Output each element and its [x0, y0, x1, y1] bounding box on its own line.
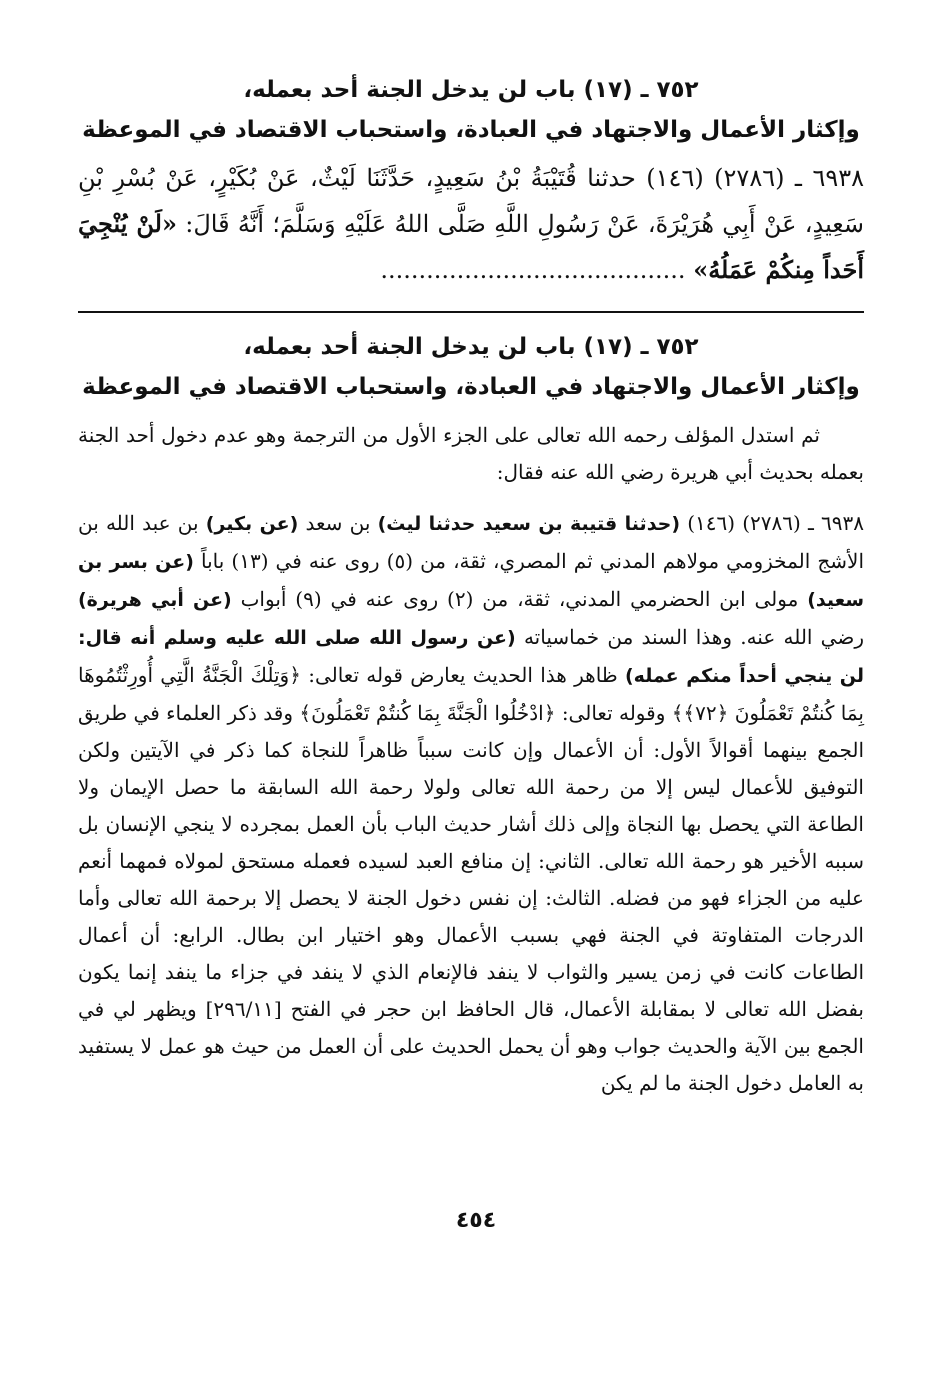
section-divider [78, 311, 864, 313]
narrator-abu-hurayrah: (عن أبي هريرة) [78, 589, 232, 611]
narrator-qutaybah: (حدثنا قتيبة بن سعيد حدثنا ليث) [377, 513, 681, 535]
hadith-text: «لَنْ يُنْجِيَ أَحَداً مِنكُمْ عَمَلُهُ» [78, 209, 864, 284]
chapter-heading-line-1: ٧٥٢ ـ (١٧) باب لن يدخل الجنة أحد بعمله، [243, 77, 699, 103]
commentary-section [78, 327, 864, 1102]
commentary-heading-line-2: وإكثار الأعمال والاجتهاد في العبادة، واستحباب الاقتصاد في الموعظة [82, 374, 860, 400]
book-page [78, 70, 864, 1330]
hadith-number: ٦٩٣٨ ـ (٢٧٨٦) (١٤٦) [680, 511, 864, 535]
hadith-dots: ........................................ [380, 256, 694, 284]
commentary-heading-line-1: ٧٥٢ ـ (١٧) باب لن يدخل الجنة أحد بعمله، [243, 334, 699, 360]
page-number: ٤٥٤ [455, 1208, 497, 1233]
chapter-heading-line-2: وإكثار الأعمال والاجتهاد في العبادة، واستحباب الاقتصاد في الموعظة [82, 117, 860, 143]
hadith-matn [78, 156, 864, 293]
commentary-text-5: ظاهر هذا الحديث يعارض قوله تعالى: ﴿وَتِلْكَ الْجَنَّةُ الَّتِي أُورِثْتُمُوهَا بِمَا كُنتُمْ تَعْمَلُونَ ﴿٧٢﴾﴾ وقوله تعالى: ﴿ادْخُلُوا الْجَنَّةَ بِمَا كُنتُمْ تَعْمَلُونَ﴾ وقد ذكر العلماء في طريق الجمع بينهما أقوالاً الأول: أن الأعمال وإن كانت سبباً ظاهراً للنجاة كما ذكر في الآيتين ولكن التوفيق للأعمال ليس إلا من رحمة الله تعالى ولولا رحمة الله السابقة ما حصل الإيمان ولا الطاعة التي يحصل بها النجاة وإلى ذلك أشار حديث الباب بأن العمل بمجرده لا ينجي الإنسان بل سببه الأخير هو رحمة الله تعالى. الثاني: إن منافع العبد لسيده فعمله مستحق لمولاه فمهما أنعم عليه من الجزاء فهو من فضله. الثالث: إن نفس دخول الجنة لا يحصل إلا برحمة الله تعالى وأما الدرجات المتفاوتة في الجنة فهي بسبب الأعمال وهو اختيار ابن بطال. الرابع: أن أعمال الطاعات كانت في زمن يسير والثواب لا ينفد فالإنعام الذي لا ينفد في جزاء ما ينفد إنما يكون بفضل الله تعالى لا بمقابلة الأعمال، قال الحافظ ابن حجر في الفتح [٢٩٦/١١] ويظهر لي في الجمع بين الآية والحديث جواب وهو أن يحمل الحديث على أن العمل من حيث هو عمل لا يستفيد به العامل دخول الجنة ما لم يكن [78, 663, 864, 1095]
commentary-text-4: رضي الله عنه. وهذا السند من خماسياته [515, 625, 864, 649]
commentary-text-2: بن عبد الله بن الأشج المخزومي مولاهم المدني ثم المصري، ثقة، من (٥) روى عنه في (١٣) باباً [78, 511, 864, 573]
commentary-text-1: بن سعد [298, 511, 378, 535]
narrator-busr: (عن بسر بن سعيد) [78, 551, 865, 611]
hadith-chain: ٦٩٣٨ ـ (٢٧٨٦) (١٤٦) حدثنا قُتَيْبَةُ بْنُ سَعِيدٍ، حَدَّثَنَا لَيْثٌ، عَنْ بُكَيْرٍ، عَنْ بُسْرِ بْنِ سَعِيدٍ، عَنْ أَبِي هُرَيْرَةَ، عَنْ رَسُولِ اللَّهِ صَلَّى اللهُ عَلَيْهِ وَسَلَّمَ؛ أَنَّهُ قَالَ: [78, 164, 864, 238]
hadith-quote: (عن رسول الله صلى الله عليه وسلم أنه قال: لن ينجي أحداً منكم عمله) [78, 627, 864, 687]
matn-section [78, 70, 864, 293]
narrator-bukayr: (عن بكير) [205, 513, 299, 535]
commentary-text-3: مولى ابن الحضرمي المدني، ثقة، من (٢) روى عنه في (٩) أبواب [231, 587, 808, 611]
commentary-paragraph [78, 505, 864, 1102]
commentary-intro: ثم استدل المؤلف رحمه الله تعالى على الجزء الأول من الترجمة وهو عدم دخول أحد الجنة بعمله بحديث أبي هريرة رضي الله عنه فقال: [78, 423, 864, 484]
